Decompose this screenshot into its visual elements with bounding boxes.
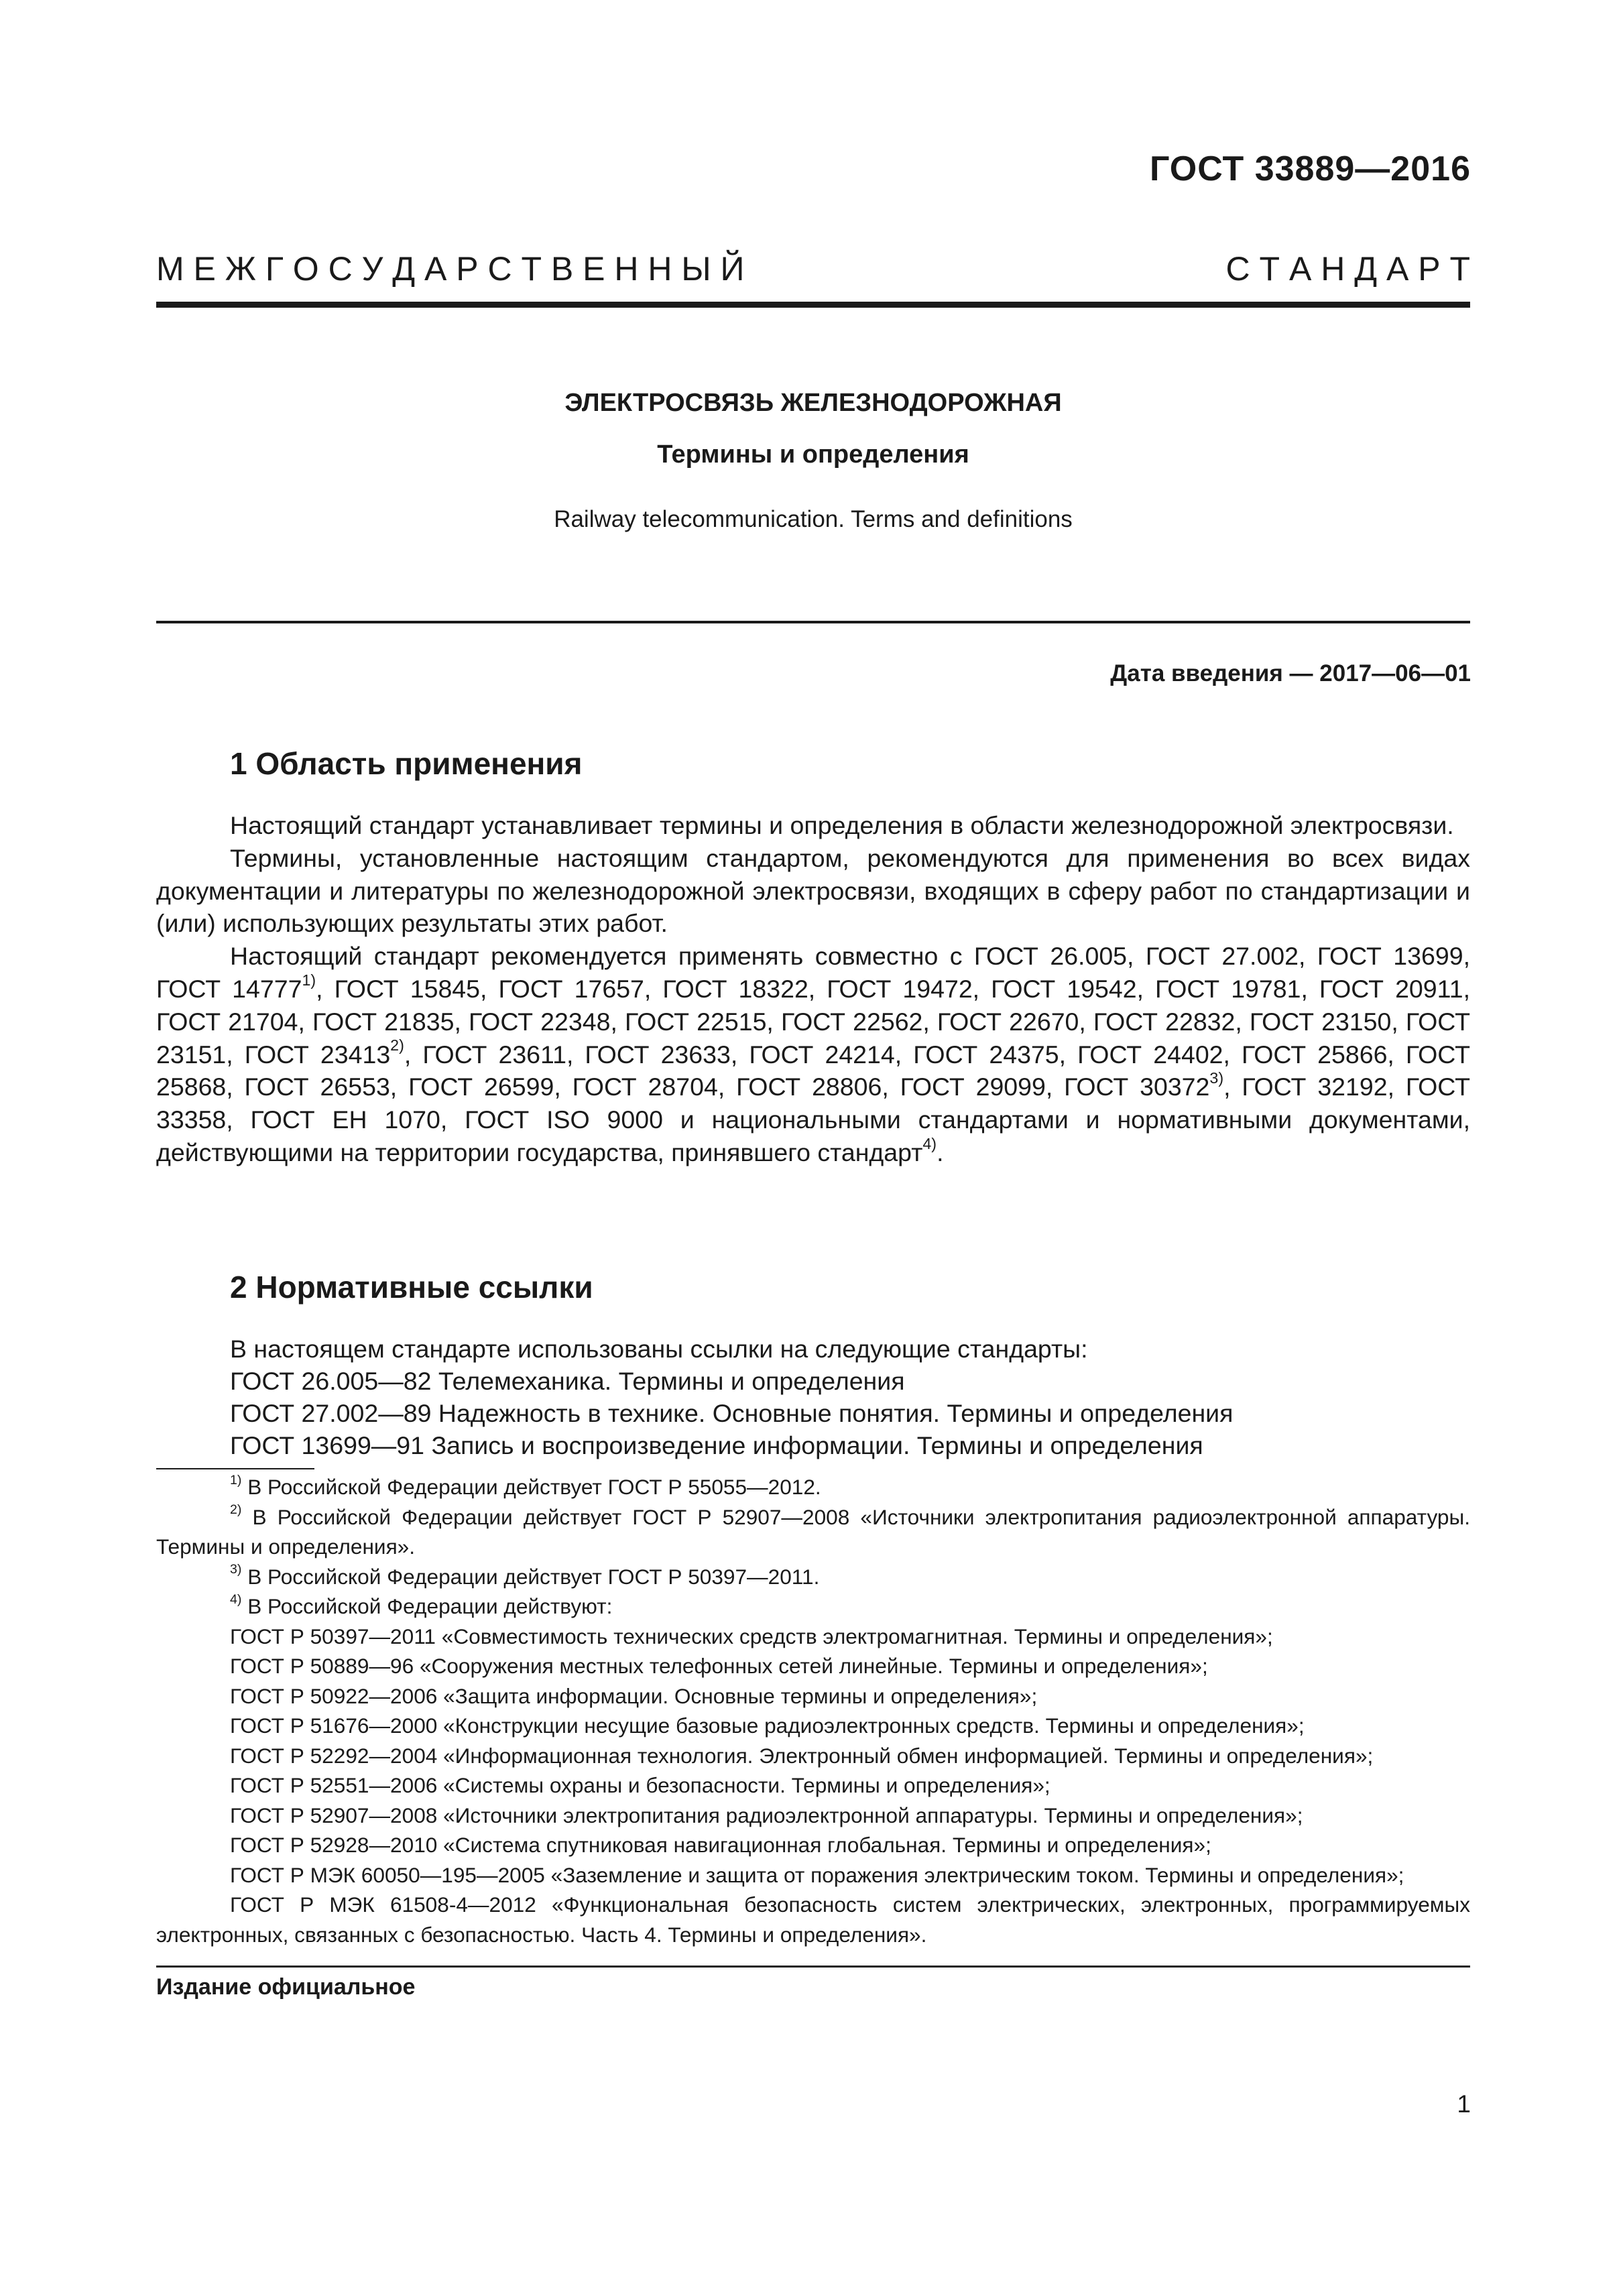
footnote-4-item: ГОСТ Р 52551—2006 «Системы охраны и безопасности. Термины и определения»;: [230, 1773, 1050, 1797]
footnote-4-item: ГОСТ Р МЭК 61508-4—2012 «Функциональная безопасность систем электрических, электронных, программируемых электронных, связанных с безопасностью. Часть 4. Термины и определения».: [156, 1892, 1470, 1947]
scope-paragraph-1: Настоящий стандарт устанавливает термины и определения в области железнодорожной электросвязи.: [230, 811, 1454, 839]
footnote-4-item: ГОСТ Р МЭК 60050—195—2005 «Заземление и защита от поражения электрическим током. Термины и определения»;: [230, 1862, 1404, 1887]
footnote-separator: [156, 1468, 314, 1469]
standard-type-word-2: С Т А Н Д А Р Т: [1225, 250, 1470, 288]
footnote-4: $^{4)}$ В Российской Федерации действуют:: [230, 1591, 613, 1618]
footnote-4-item: ГОСТ Р 51676—2000 «Конструкции несущие базовые радиоэлектронных средств. Термины и определения»;: [230, 1713, 1305, 1738]
standard-type-word-1: М Е Ж Г О С У Д А Р С Т В Е Н Н Ы Й: [156, 250, 745, 288]
scope-paragraph-2: Термины, установленные настоящим стандартом, рекомендуются для применения во всех видах документации и литературы по железнодорожной электросвязи, входящих в сферу работ по стандартизации и (или) использующих результаты этих работ.: [156, 843, 1470, 938]
scope-paragraph-3: Настоящий стандарт рекомендуется применять совместно с ГОСТ 26.005, ГОСТ 27.002, ГОСТ 13699, ГОСТ 14777$^{1)}$, ГОСТ 15845, ГОСТ 17657, ГОСТ 18322, ГОСТ 19472, ГОСТ 19542, ГОСТ 19781, ГОСТ 20911, ГОСТ 21704, ГОСТ 21835, ГОСТ 22348, ГОСТ 22515, ГОСТ 22562, ГОСТ 22670, ГОСТ 22832, ГОСТ 23150, ГОСТ 23151, ГОСТ 23413$^{2)}$, ГОСТ 23611, ГОСТ 23633, ГОСТ 24214, ГОСТ 24375, ГОСТ 24402, ГОСТ 25866, ГОСТ 25868, ГОСТ 26553, ГОСТ 26599, ГОСТ 28704, ГОСТ 28806, ГОСТ 29099, ГОСТ 30372$^{3)}$, ГОСТ 32192, ГОСТ 33358, ГОСТ ЕН 1070, ГОСТ ISO 9000 и национальными стандартами и нормативными документами, действующими на территории государства, принявшего стандарт$^{4)}$.: [156, 942, 1470, 1166]
footnote-ref-4: 4): [922, 1134, 937, 1152]
footer-rule: [156, 1966, 1470, 1968]
page-number: 1: [1457, 2090, 1471, 2118]
reference-item: ГОСТ 26.005—82 Телемеханика. Термины и определения: [230, 1367, 905, 1395]
footnote-4-item: ГОСТ Р 52928—2010 «Система спутниковая навигационная глобальная. Термины и определения»;: [230, 1833, 1211, 1857]
references-intro: В настоящем стандарте использованы ссылки на следующие стандарты:: [230, 1335, 1088, 1363]
footnote-4-item: ГОСТ Р 50922—2006 «Защита информации. Основные термины и определения»;: [230, 1683, 1038, 1708]
document-title: ЭЛЕКТРОСВЯЗЬ ЖЕЛЕЗНОДОРОЖНАЯ: [564, 389, 1062, 417]
effective-date: Дата введения — 2017—06—01: [1110, 660, 1471, 686]
reference-item: ГОСТ 27.002—89 Надежность в технике. Основные понятия. Термины и определения: [230, 1399, 1234, 1427]
reference-item: ГОСТ 13699—91 Запись и воспроизведение информации. Термины и определения: [230, 1431, 1203, 1459]
footnote-2: $^{2)}$ В Российской Федерации действует ГОСТ Р 52907—2008 «Источники электропитания радиоэлектронной аппаратуры. Термины и определения».: [156, 1502, 1470, 1559]
footnote-4-item: ГОСТ Р 50397—2011 «Совместимость технических средств электромагнитная. Термины и определения»;: [230, 1624, 1273, 1648]
footnote-ref-3: 3): [1209, 1069, 1224, 1087]
edition-label: Издание официальное: [156, 1974, 416, 2000]
section-2-heading: 2 Нормативные ссылки: [230, 1270, 593, 1305]
document-number: ГОСТ 33889—2016: [1150, 149, 1471, 188]
footnote-ref-2: 2): [390, 1036, 404, 1054]
footnote-3: $^{3)}$ В Российской Федерации действует ГОСТ Р 50397—2011.: [230, 1562, 820, 1589]
footnote-4-item: ГОСТ Р 52292—2004 «Информационная технология. Электронный обмен информацией. Термины и определения»;: [230, 1743, 1374, 1768]
header-rule: [156, 302, 1470, 308]
document-subtitle: Термины и определения: [657, 440, 969, 469]
footnote-4-item: ГОСТ Р 52907—2008 «Источники электропитания радиоэлектронной аппаратуры. Термины и определения»;: [230, 1803, 1303, 1827]
normative-references: [230, 1333, 1470, 1461]
footnote-4-item: ГОСТ Р 50889—96 «Сооружения местных телефонных сетей линейные. Термины и определения»;: [230, 1654, 1208, 1678]
footnote-ref-1: 1): [302, 971, 316, 989]
standard-type: [156, 249, 1470, 288]
english-title: Railway telecommunication. Terms and definitions: [554, 506, 1073, 532]
title-rule: [156, 621, 1470, 623]
footnote-1: $^{1)}$ В Российской Федерации действует ГОСТ Р 55055—2012.: [230, 1472, 821, 1499]
section-1-body: [156, 809, 1470, 1169]
footnotes: [156, 1472, 1470, 1949]
section-1-heading: 1 Область применения: [230, 746, 583, 781]
